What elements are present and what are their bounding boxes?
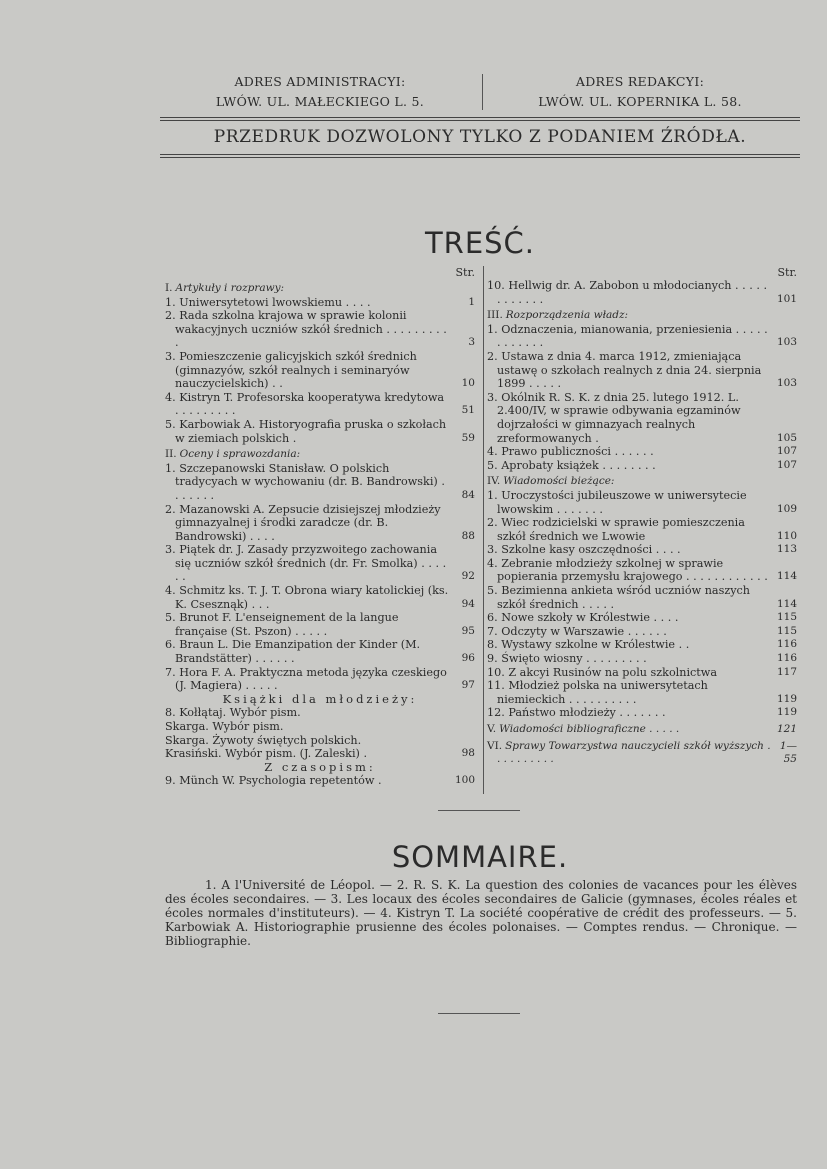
toc-page-number: 119 <box>776 706 797 719</box>
toc-page-number: 107 <box>776 445 797 458</box>
toc-entry <box>165 309 475 350</box>
toc-section-number: I. <box>165 282 173 294</box>
toc-entry-title: 2. Mazanowski A. Zepsucie dzisiejszej młodzieży gimnazyalnej i środki zaradcze (dr. B. Bandrowski) . . . . <box>165 502 441 543</box>
toc-section-title: Oceny i sprawozdania: <box>179 448 301 461</box>
toc-page-number: 97 <box>461 679 475 692</box>
toc-entry-title: 9. Münch W. Psychologia repetentów . <box>165 774 382 788</box>
toc-section-title: Wiadomości bieżące: <box>503 475 615 488</box>
toc-column-divider <box>483 266 484 794</box>
toc-subheading: Z czasopism: <box>264 759 376 774</box>
toc-entry <box>165 747 475 761</box>
toc-section-heading <box>165 448 475 462</box>
toc-section-heading <box>487 740 797 767</box>
toc-entry <box>487 279 797 306</box>
toc-entry <box>165 774 475 788</box>
editorial-address <box>490 72 790 112</box>
toc-entry-title: 7. Hora F. A. Praktyczna metoda języka czeskiego (J. Magiera) . . . . . <box>165 665 447 693</box>
toc-page-number: 95 <box>461 624 475 637</box>
toc-page-number: 110 <box>776 529 797 542</box>
toc-entry <box>165 503 475 544</box>
toc-entry <box>487 516 797 543</box>
page-column-header: Str. <box>455 266 475 279</box>
toc-entry <box>165 391 475 418</box>
sommaire-text: 1. A l'Université de Léopol. — 2. R. S. K. La question des colonies de vacances pour les élèves des écoles secondaires. — 3. Les locaux des écoles secondaires de Galicie (gymnases, écoles réales et écoles normales d'instituteurs). — 4. Kistryn T. La société coopérative de crédit des professeurs. — 5. Karbowiak A. Historiographie prusienne des écoles polonaises. — Comptes rendus. — Chronique. — Bibliographie. <box>165 878 797 948</box>
administration-street: LWÓW. UL. MAŁECKIEGO L. 5. <box>215 94 425 109</box>
toc-entry-title: 6. Braun L. Die Emanzipation der Kinder (M. Brandstätter) . . . . . . <box>165 638 421 666</box>
toc-page-number: 103 <box>776 336 797 349</box>
toc-page-number: 10 <box>461 377 475 390</box>
toc-entry-title: 3. Piątek dr. J. Zasady przyzwoitego zachowania się uczniów szkół średnich (dr. Fr. Smolka) . . . . . . <box>165 543 447 584</box>
toc-page-number: 1 <box>468 295 475 308</box>
administration-address <box>170 72 470 112</box>
toc-entry-title: 5. Aprobaty książek . . . . . . . . <box>487 458 656 472</box>
toc-entry <box>165 418 475 445</box>
toc-section-title: Artykuły i rozprawy: <box>175 282 285 294</box>
address-divider <box>482 74 483 110</box>
toc-entry-title: 8. Kołłątaj. Wybór pism. <box>165 706 301 720</box>
toc-entry-title: 5. Bezimienna ankieta wśród uczniów naszych szkół średnich . . . . . <box>487 584 750 611</box>
toc-section-number: VI. <box>487 739 503 752</box>
toc-entry-title: 5. Karbowiak A. Historyografia pruska o szkołach w ziemiach polskich . <box>165 417 447 445</box>
toc-entry-title: 2. Wiec rodzicielski w sprawie pomieszczenia szkół średnich we Lwowie <box>487 516 745 543</box>
toc-page-number: 101 <box>776 292 797 305</box>
toc-entry-title: 8. Wystawy szkolne w Królestwie . . <box>487 638 690 652</box>
toc-entry <box>487 391 797 445</box>
reprint-notice: PRZEDRUK DOZWOLONY TYLKO Z PODANIEM ŹRÓDŁA. <box>213 127 747 147</box>
toc-entry-title: 4. Zebranie młodzieży szkolnej w sprawie popierania przemysłu krajowego . . . . . . . . . . . . <box>487 556 768 584</box>
toc-entry <box>487 625 797 639</box>
page-column-header-right: Str. <box>777 266 797 279</box>
toc-section-title: Wiadomości bibliograficzne . . . . . <box>499 723 680 735</box>
toc-page-number: 84 <box>461 488 475 501</box>
toc-page-number: 107 <box>776 458 797 471</box>
administration-label: ADRES ADMINISTRACYI: <box>234 74 406 89</box>
toc-entry <box>165 734 475 748</box>
toc-entry-title: 3. Szkolne kasy oszczędności . . . . <box>487 543 681 557</box>
toc-entry <box>165 296 475 310</box>
toc-entry-title: 3. Okólnik R. S. K. z dnia 25. lutego 1912. L. 2.400/IV, w sprawie odbywania egzaminów dojrzałości w gimnazyach realnych zreformowanych . <box>487 390 741 445</box>
toc-entry-title: 1. Uniwersytetowi lwowskiemu . . . . <box>165 295 371 309</box>
editorial-street: LWÓW. UL. KOPERNIKA L. 58. <box>538 94 742 109</box>
toc-section-heading <box>487 723 797 737</box>
toc-section-title: Sprawy Towarzystwa nauczycieli szkół wyższych . . . . . . . . . . <box>497 739 771 766</box>
toc-page-number: 115 <box>776 611 797 624</box>
toc-section-number: III. <box>487 309 503 322</box>
toc-page-number: 3 <box>468 336 475 349</box>
toc-entry-title: 4. Kistryn T. Profesorska kooperatywa kredytowa . . . . . . . . . <box>165 390 445 418</box>
toc-page-number: 94 <box>461 597 475 610</box>
toc-page-number: 105 <box>776 431 797 444</box>
toc-entry <box>487 679 797 706</box>
toc-section-title: Rozporządzenia władz: <box>505 309 629 322</box>
toc-entry-title: 1. Szczepanowski Stanisław. O polskich tradycyach w wychowaniu (dr. B. Bandrowski) . . . . . . . <box>165 461 445 502</box>
toc-page-number: 103 <box>776 377 797 390</box>
toc-title: TREŚĆ. <box>424 226 536 260</box>
toc-page-number: 116 <box>776 652 797 665</box>
header-rule-top-2 <box>160 120 800 121</box>
toc-entry <box>487 489 797 516</box>
toc-entry <box>487 557 797 584</box>
toc-section-heading <box>487 309 797 323</box>
toc-entry-title: 3. Pomieszczenie galicyjskich szkół średnich (gimnazyów, szkół realnych i seminaryów nauczycielskich) . . <box>165 349 417 391</box>
toc-page-number: 119 <box>776 692 797 705</box>
toc-entry <box>487 611 797 625</box>
toc-entry-title: 6. Nowe szkoły w Królestwie . . . . <box>487 611 679 625</box>
toc-entry-title: 4. Prawo publiczności . . . . . . <box>487 445 654 459</box>
toc-entry-title: 2. Ustawa z dnia 4. marca 1912, zmieniająca ustawę o szkołach realnych z dnia 24. sierpnia 1899 . . . . . <box>487 349 762 391</box>
toc-entry <box>487 350 797 391</box>
toc-entry <box>165 706 475 720</box>
toc-section-heading <box>487 475 797 489</box>
header-rule-bottom-2 <box>160 157 800 158</box>
sommaire-title: SOMMAIRE. <box>391 840 569 874</box>
toc-page-number: 116 <box>776 638 797 651</box>
toc-entry <box>487 652 797 666</box>
toc-page-number: 115 <box>776 624 797 637</box>
section-separator <box>438 810 520 811</box>
toc-entry-title: 10. Z akcyi Rusinów na polu szkolnictwa <box>487 665 718 679</box>
toc-entry <box>165 720 475 734</box>
toc-section-heading <box>165 282 475 296</box>
toc-entry-title: 7. Odczyty w Warszawie . . . . . . <box>487 624 667 638</box>
toc-entry-title: 1. Uroczystości jubileuszowe w uniwersytecie lwowskim . . . . . . . <box>487 488 747 516</box>
toc-entry <box>487 666 797 680</box>
toc-section-number: II. <box>165 448 177 461</box>
toc-entry <box>487 638 797 652</box>
toc-page-number: 117 <box>776 665 797 678</box>
toc-page-number: 114 <box>776 570 797 583</box>
toc-entry <box>487 543 797 557</box>
toc-page-number: 96 <box>461 652 475 665</box>
toc-entry-title: 4. Schmitz ks. T. J. T. Obrona wiary katolickiej (ks. K. Csesznąk) . . . <box>165 584 449 611</box>
toc-right-column <box>487 266 797 767</box>
toc-entry <box>165 666 475 693</box>
toc-entry <box>165 462 475 503</box>
toc-entry-title: 1. Odznaczenia, mianowania, przeniesienia . . . . . . . . . . . . <box>487 322 768 350</box>
header-rule-bottom <box>160 154 800 155</box>
toc-entry <box>487 584 797 611</box>
toc-page-number: 92 <box>461 570 475 583</box>
editorial-label: ADRES REDAKCYI: <box>575 74 705 89</box>
toc-subheading: Książki dla młodzieży: <box>222 691 418 706</box>
toc-page-number: 121 <box>776 723 797 735</box>
toc-entry-title: 9. Święto wiosny . . . . . . . . . <box>487 652 647 666</box>
end-separator <box>438 1013 520 1014</box>
toc-page-number: 113 <box>776 543 797 556</box>
toc-left-column <box>165 266 475 788</box>
toc-entry-title: 10. Hellwig dr. A. Zabobon u młodocianych . . . . . . . . . . . . <box>487 279 768 306</box>
toc-section-number: IV. <box>487 475 501 488</box>
toc-entry-title: Krasiński. Wybór pism. (J. Zaleski) . <box>165 747 367 761</box>
toc-entry-title: 11. Młodzież polska na uniwersytetach niemieckich . . . . . . . . . . <box>487 679 708 706</box>
toc-entry-title: 5. Brunot F. L'enseignement de la langue française (St. Pszon) . . . . . <box>165 611 399 638</box>
toc-page-number: 109 <box>776 502 797 515</box>
toc-page-number: 51 <box>461 404 475 417</box>
toc-entry <box>165 543 475 584</box>
toc-entry <box>487 459 797 473</box>
toc-page-number: 88 <box>461 529 475 542</box>
toc-entry <box>165 638 475 665</box>
toc-section-number: V. <box>487 723 497 735</box>
toc-page-number: 114 <box>776 597 797 610</box>
toc-entry <box>165 584 475 611</box>
toc-page-number: 100 <box>454 774 475 787</box>
toc-page-number: 98 <box>461 747 475 760</box>
toc-entry-title: Skarga. Wybór pism. <box>165 720 284 733</box>
toc-entry-title: Skarga. Żywoty świętych polskich. <box>165 733 362 747</box>
toc-entry <box>165 350 475 391</box>
toc-entry <box>487 445 797 459</box>
toc-page-number: 1—55 <box>779 739 797 766</box>
toc-entry <box>487 323 797 350</box>
header-rule-top <box>160 117 800 118</box>
toc-entry-title: 12. Państwo młodzieży . . . . . . . <box>487 706 666 720</box>
toc-page-number: 59 <box>461 431 475 444</box>
toc-entry <box>165 611 475 638</box>
toc-entry <box>487 706 797 720</box>
toc-entry-title: 2. Rada szkolna krajowa w sprawie kolonii wakacyjnych uczniów szkół średnich . . . . . . . . . . <box>165 309 447 350</box>
